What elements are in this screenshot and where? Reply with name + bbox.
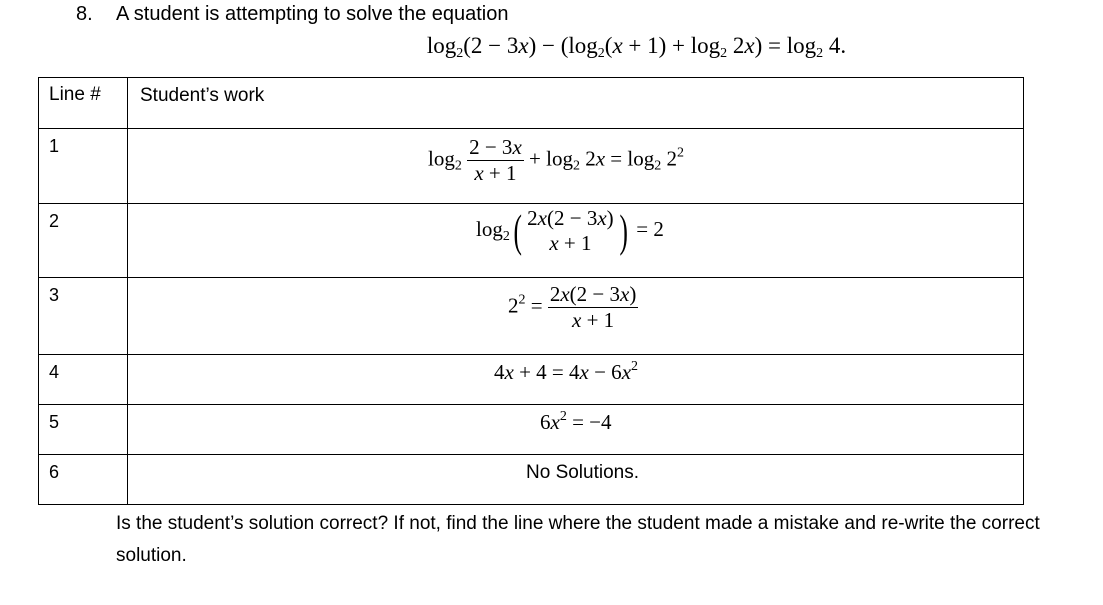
work-cell (128, 129, 1024, 204)
table-row (39, 455, 1024, 505)
line3-expression: $2^2$ = $\frac{2x(2 - 3x)}{x + 1}$ (508, 282, 637, 332)
work-cell (128, 204, 1024, 278)
work-cell (128, 278, 1024, 355)
line2-expression: $\log_2$( 2x(2 − 3x) x + 1 ) = 2 (476, 205, 664, 256)
followup-question: Is the student’s solution correct? If not, find the line where the student made a mistake and re-write the correct solution. (116, 513, 1040, 566)
table-row (39, 355, 1024, 405)
table-row (39, 129, 1024, 204)
line-number: 6 (39, 455, 128, 505)
line-number: 4 (39, 355, 128, 405)
question-number: 8. (76, 3, 93, 25)
table-row (39, 405, 1024, 455)
line6-text: No Solutions. (526, 462, 640, 483)
line-number: 3 (39, 278, 128, 355)
question-equation: $\log_2(2 - 3x) - (\log_2(x + 1) + \log_2 2x) = \log_2 4$. (426, 33, 847, 61)
table-header-row (39, 78, 1024, 129)
header-line-cell: Line # (39, 78, 128, 129)
table-row (39, 204, 1024, 278)
table-row (39, 278, 1024, 355)
line4-expression: $4x + 4 = 4x - 6x^2$ (494, 359, 639, 384)
work-cell (128, 355, 1024, 405)
line-number: 2 (39, 204, 128, 278)
question-text: A student is attempting to solve the equation (116, 3, 509, 25)
line1-expression: $\log_2$ $\frac{2 - 3x}{x + 1}$ + $\log_2 2x = \log_2 2^2$ (428, 135, 684, 185)
line-number: 1 (39, 129, 128, 204)
work-cell (128, 405, 1024, 455)
header-work-cell: Student’s work (128, 78, 1024, 129)
work-cell (128, 455, 1024, 505)
line-number: 5 (39, 405, 128, 455)
line5-expression: $6x^2 = -4$ (540, 409, 612, 434)
student-work-table (38, 77, 1024, 505)
